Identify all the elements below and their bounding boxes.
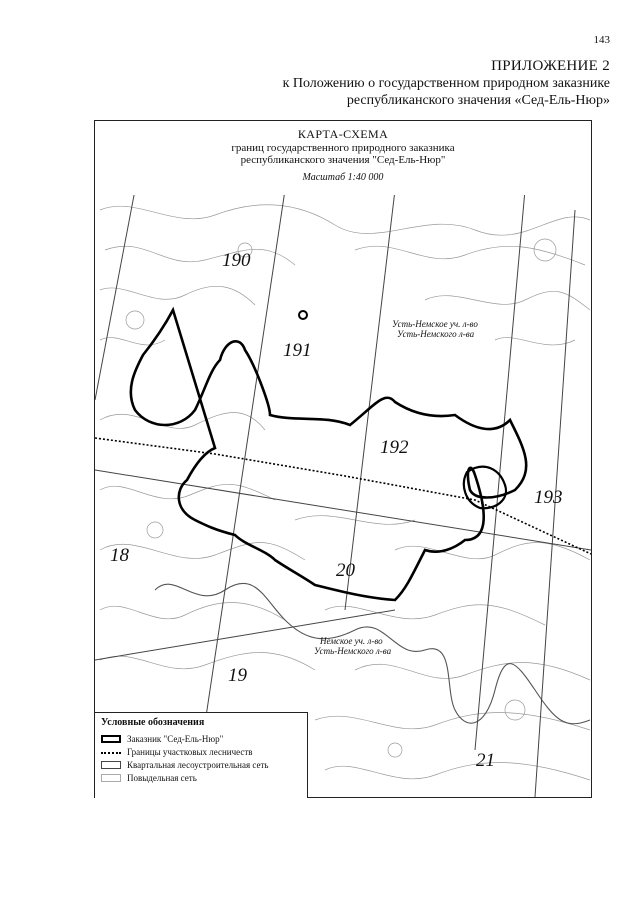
map-title: КАРТА-СХЕМА xyxy=(297,127,389,141)
quarter-label-18: 18 xyxy=(110,545,129,566)
map-subtitle: границ государственного природного заказника xyxy=(231,142,455,154)
allotment-network-swatch xyxy=(101,774,121,782)
area-label-nem-forestry: Немское уч. л-во xyxy=(320,636,383,646)
appendix-line: к Положению о государственном природном заказнике xyxy=(282,76,610,91)
quarter-network xyxy=(95,190,591,797)
legend-item-allotment xyxy=(101,771,307,784)
legend-item-reserve xyxy=(101,732,307,745)
appendix-header xyxy=(283,58,610,109)
reserve-boundary-swatch xyxy=(101,735,121,743)
allotment-network xyxy=(100,205,590,780)
area-label-ust-nem-district: Усть-Немского л-ва xyxy=(397,329,475,339)
quarter-label-192: 192 xyxy=(380,437,409,458)
area-label-nem-district: Усть-Немского л-ва xyxy=(314,646,392,656)
legend-label: Повыдельная сеть xyxy=(127,772,197,783)
quarter-network-swatch xyxy=(101,761,121,769)
legend-item-quarter xyxy=(101,758,307,771)
quarter-label-193: 193 xyxy=(534,487,563,508)
legend-label: Заказник "Сед-Ель-Нюр" xyxy=(127,733,224,744)
legend-item-forestry xyxy=(101,745,307,758)
forestry-boundary xyxy=(95,438,591,554)
legend-title: Условные обозначения xyxy=(101,717,205,728)
forestry-boundary-swatch xyxy=(101,752,121,754)
quarter-label-21: 21 xyxy=(476,750,495,771)
quarter-label-19: 19 xyxy=(228,665,247,686)
appendix-line: республиканского значения «Сед-Ель-Нюр» xyxy=(346,93,610,108)
reserve-boundary xyxy=(131,310,526,600)
legend-label: Квартальная лесоустроительная сеть xyxy=(127,759,269,770)
appendix-title: ПРИЛОЖЕНИЕ 2 xyxy=(491,58,610,74)
map-legend xyxy=(95,712,308,798)
quarter-label-191: 191 xyxy=(283,340,312,361)
legend-label: Границы участковых лесничеств xyxy=(127,746,253,757)
area-label-ust-nem-forestry: Усть-Немское уч. л-во xyxy=(392,319,478,329)
page-number: 143 xyxy=(593,34,610,46)
quarter-label-190: 190 xyxy=(222,250,251,271)
map-subtitle: республиканского значения "Сед-Ель-Нюр" xyxy=(240,154,446,166)
map-header xyxy=(95,121,591,195)
quarter-label-20: 20 xyxy=(336,560,355,581)
map-scheme xyxy=(95,190,591,797)
map-scale: Масштаб 1:40 000 xyxy=(302,172,384,183)
